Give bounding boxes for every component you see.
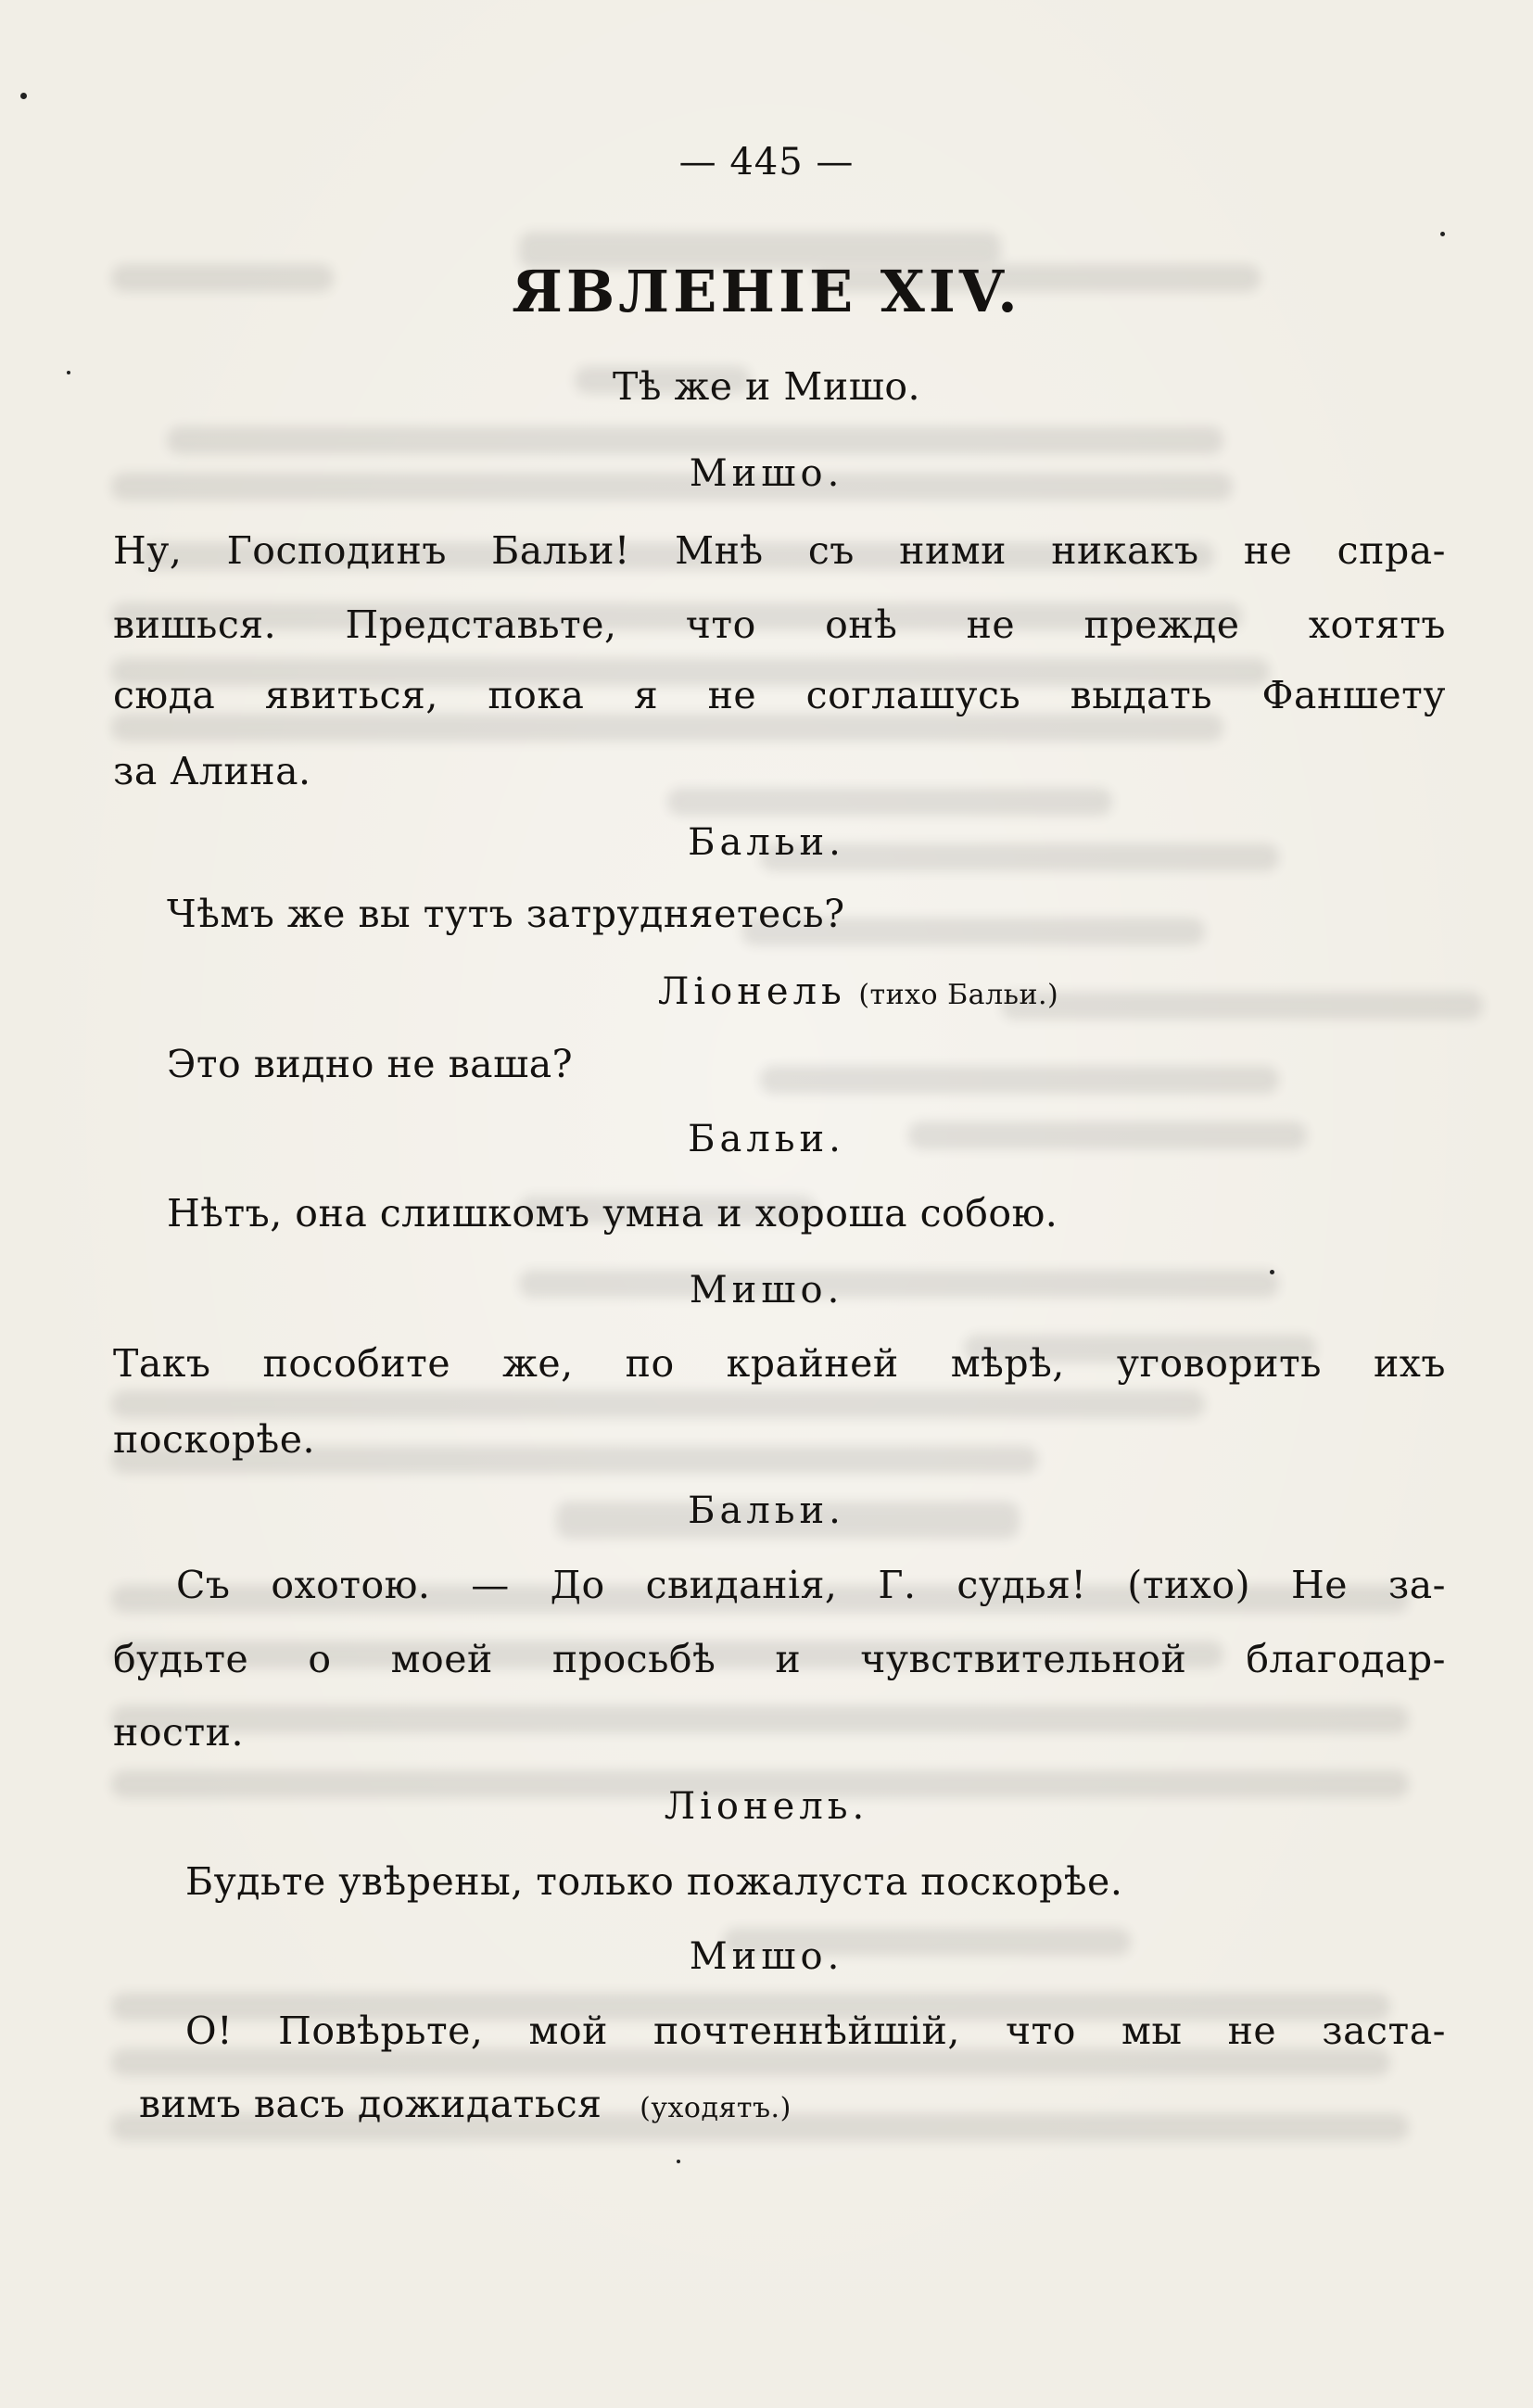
dialogue-line: Будьте увѣрены, только пожалуста поскорѣе. — [185, 1859, 1123, 1904]
scan-speck — [67, 371, 70, 374]
speaker-name: Бальи. — [688, 1118, 845, 1160]
stage-exit: (уходятъ.) — [640, 2092, 792, 2124]
scan-speck — [1270, 1270, 1274, 1274]
dialogue-line: Такъ пособите же, по крайней мѣрѣ, уговорить ихъ — [113, 1341, 1446, 1386]
speaker-name: Бальи. — [688, 1489, 845, 1532]
speaker-name: Мишо. — [689, 1269, 844, 1312]
dialogue-line: Съ охотою. — До свиданія, Г. судья! (тихо) Не за- — [176, 1563, 1446, 1607]
speaker-name: Мишо. — [689, 452, 844, 495]
dialogue-line: Это видно не ваша? — [167, 1042, 574, 1086]
dialogue-line: Ну, Господинъ Бальи! Мнѣ съ ними никакъ не спра- — [113, 528, 1446, 573]
dialogue-line: вимъ васъ дожидаться — [139, 2082, 602, 2126]
speaker-with-aside — [658, 969, 1058, 1013]
dialogue-line: вишься. Представьте, что онѣ не прежде хотятъ — [113, 602, 1446, 647]
dialogue-line: будьте о моей просьбѣ и чувствительной благодар- — [113, 1637, 1446, 1681]
scan-speck — [677, 2160, 680, 2163]
dialogue-line: Нѣтъ, она слишкомъ умна и хороша собою. — [167, 1191, 1058, 1236]
dialogue-line: поскорѣе. — [113, 1417, 316, 1462]
dialogue-line: за Алина. — [113, 749, 311, 793]
stage-aside: (тихо Бальи.) — [858, 979, 1059, 1011]
dialogue-line: сюда явиться, пока я не соглашусь выдать Фаншету — [113, 673, 1446, 717]
page-number: — 445 — — [678, 141, 855, 184]
stage-direction: Тѣ же и Мишо. — [612, 364, 921, 409]
scan-speck — [20, 93, 27, 99]
scene-heading: ЯВЛЕНІЕ XIV. — [512, 258, 1021, 325]
dialogue-line: ности. — [113, 1710, 245, 1755]
dialogue-line: Чѣмъ же вы тутъ затрудняетесь? — [167, 892, 845, 936]
speaker-name: Бальи. — [688, 821, 845, 864]
speaker-name: Мишо. — [689, 1935, 844, 1978]
speaker-name: Ліонель. — [664, 1785, 869, 1828]
dialogue-line: О! Повѣрьте, мой почтеннѣйшій, что мы не заста- — [185, 2009, 1446, 2053]
dialogue-line-with-stage — [139, 2082, 792, 2126]
speaker-name: Ліонель — [658, 970, 846, 1013]
scan-speck — [1440, 232, 1445, 236]
